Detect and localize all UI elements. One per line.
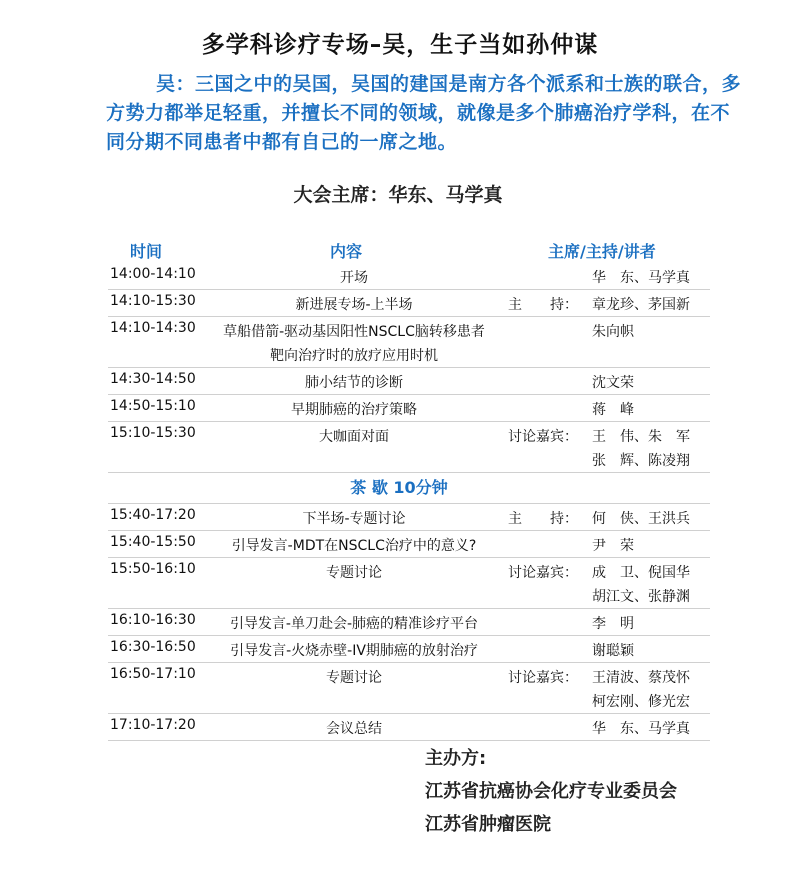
speaker-role: 讨论嘉宾： xyxy=(508,670,578,686)
header-content: 内容 xyxy=(330,242,363,261)
speaker-names: 章龙珍、茅国新 xyxy=(592,297,690,313)
session-content xyxy=(204,717,504,741)
session-time: 14:50-15:10 xyxy=(110,398,196,414)
speaker-names: 朱向帜 xyxy=(592,324,634,340)
session-content-line: 会议总结 xyxy=(326,721,382,737)
session-content xyxy=(204,371,504,395)
page-title: 多学科诊疗专场–吴，生子当如孙仲谋 xyxy=(201,32,599,58)
table-row xyxy=(108,663,710,714)
session-content xyxy=(204,507,504,531)
session-time: 17:10-17:20 xyxy=(110,717,196,733)
tea-break xyxy=(108,473,710,504)
session-content xyxy=(204,612,504,636)
session-time: 15:50-16:10 xyxy=(110,561,196,577)
session-speakers xyxy=(508,534,708,558)
session-speakers xyxy=(508,371,708,395)
session-content-line: 引导发言-火烧赤壁-IV期肺癌的放射治疗 xyxy=(230,643,478,659)
organizer-label: 主办方: xyxy=(425,748,487,769)
speaker-role: 讨论嘉宾： xyxy=(508,565,578,581)
session-time: 15:40-15:50 xyxy=(110,534,196,550)
speaker-names: 成 卫、倪国华 xyxy=(592,565,690,581)
table-row xyxy=(108,609,710,636)
table-header xyxy=(108,237,710,263)
session-content xyxy=(204,534,504,558)
speaker-role: 主 持： xyxy=(508,511,578,527)
session-time: 14:00-14:10 xyxy=(110,266,196,282)
speaker-names: 蒋 峰 xyxy=(592,402,634,418)
speaker-names: 王 伟、朱 军 xyxy=(592,429,690,445)
speaker-names: 何 侠、王洪兵 xyxy=(592,511,690,527)
speaker-names: 华 东、马学真 xyxy=(592,270,690,286)
session-time: 14:30-14:50 xyxy=(110,371,196,387)
session-rows-second-half xyxy=(108,504,710,741)
chair-text: 大会主席：华东、马学真 xyxy=(293,184,503,206)
table-row xyxy=(108,714,710,741)
table-row xyxy=(108,531,710,558)
table-row xyxy=(108,395,710,422)
session-time: 16:10-16:30 xyxy=(110,612,196,628)
tea-break-label: 茶 歇 10分钟 xyxy=(350,478,448,497)
session-speakers xyxy=(508,561,708,609)
session-time: 16:50-17:10 xyxy=(110,666,196,682)
speaker-names: 华 东、马学真 xyxy=(592,721,690,737)
session-content-line: 早期肺癌的治疗策略 xyxy=(291,402,417,418)
session-content xyxy=(204,398,504,422)
chair-line xyxy=(0,180,800,207)
session-time: 15:10-15:30 xyxy=(110,425,196,441)
session-time: 16:30-16:50 xyxy=(110,639,196,655)
speaker-names: 谢聪颖 xyxy=(592,643,634,659)
speaker-role: 讨论嘉宾： xyxy=(508,429,578,445)
table-row xyxy=(108,504,710,531)
table-row xyxy=(108,317,710,368)
organizer-name: 江苏省肿瘤医院 xyxy=(425,814,551,835)
speaker-names: 李 明 xyxy=(592,616,634,632)
session-content xyxy=(204,561,504,585)
speaker-names: 张 辉、陈凌翔 xyxy=(592,453,690,469)
session-speakers xyxy=(508,639,708,663)
schedule-table xyxy=(108,237,710,741)
session-content-line: 草船借箭-驱动基因阳性NSCLC脑转移患者 xyxy=(223,324,485,340)
table-row xyxy=(108,558,710,609)
table-row xyxy=(108,290,710,317)
session-speakers xyxy=(508,266,708,290)
header-speakers: 主席/主持/讲者 xyxy=(548,242,656,261)
session-content-line: 肺小结节的诊断 xyxy=(305,375,403,391)
session-content xyxy=(204,320,504,368)
session-content-line: 开场 xyxy=(340,270,368,286)
session-content-line: 新进展专场-上半场 xyxy=(295,297,413,313)
session-time: 14:10-15:30 xyxy=(110,293,196,309)
session-content-line: 靶向治疗时的放疗应用时机 xyxy=(270,348,438,364)
session-time: 15:40-17:20 xyxy=(110,507,196,523)
session-speakers xyxy=(508,425,708,473)
session-content xyxy=(204,639,504,663)
session-speakers xyxy=(508,398,708,422)
session-speakers xyxy=(508,717,708,741)
session-content-line: 下半场-专题讨论 xyxy=(302,511,406,527)
organizer-block xyxy=(425,742,677,841)
session-content-line: 大咖面对面 xyxy=(319,429,389,445)
speaker-names: 胡江文、张静渊 xyxy=(592,589,690,605)
session-content xyxy=(204,293,504,317)
session-content xyxy=(204,666,504,690)
session-speakers xyxy=(508,320,708,344)
speaker-names: 王清波、蔡茂怀 xyxy=(592,670,690,686)
table-row xyxy=(108,422,710,473)
table-row xyxy=(108,636,710,663)
session-content xyxy=(204,266,504,290)
header-time: 时间 xyxy=(130,242,163,261)
session-speakers xyxy=(508,612,708,636)
table-row xyxy=(108,368,710,395)
session-speakers xyxy=(508,507,708,531)
session-content-line: 专题讨论 xyxy=(326,565,382,581)
speaker-names: 沈文荣 xyxy=(592,375,634,391)
speaker-names: 柯宏刚、修光宏 xyxy=(592,694,690,710)
session-content-line: 引导发言-单刀赴会-肺癌的精准诊疗平台 xyxy=(229,616,479,632)
session-content-line: 引导发言-MDT在NSCLC治疗中的意义? xyxy=(231,538,477,554)
session-time: 14:10-14:30 xyxy=(110,320,196,336)
intro-paragraph: 吴：三国之中的吴国，吴国的建国是南方各个派系和士族的联合，多方势力都举足轻重，并擅长不同的领域，就像是多个肺癌治疗学科，在不同分期不同患者中都有自己的一席之地。 xyxy=(106,73,742,153)
session-speakers xyxy=(508,666,708,714)
speaker-role: 主 持： xyxy=(508,297,578,313)
session-content-line: 专题讨论 xyxy=(326,670,382,686)
session-rows-first-half xyxy=(108,263,710,473)
organizer-name: 江苏省抗癌协会化疗专业委员会 xyxy=(425,781,677,802)
session-content xyxy=(204,425,504,449)
speaker-names: 尹 荣 xyxy=(592,538,634,554)
table-row xyxy=(108,263,710,290)
session-speakers xyxy=(508,293,708,317)
